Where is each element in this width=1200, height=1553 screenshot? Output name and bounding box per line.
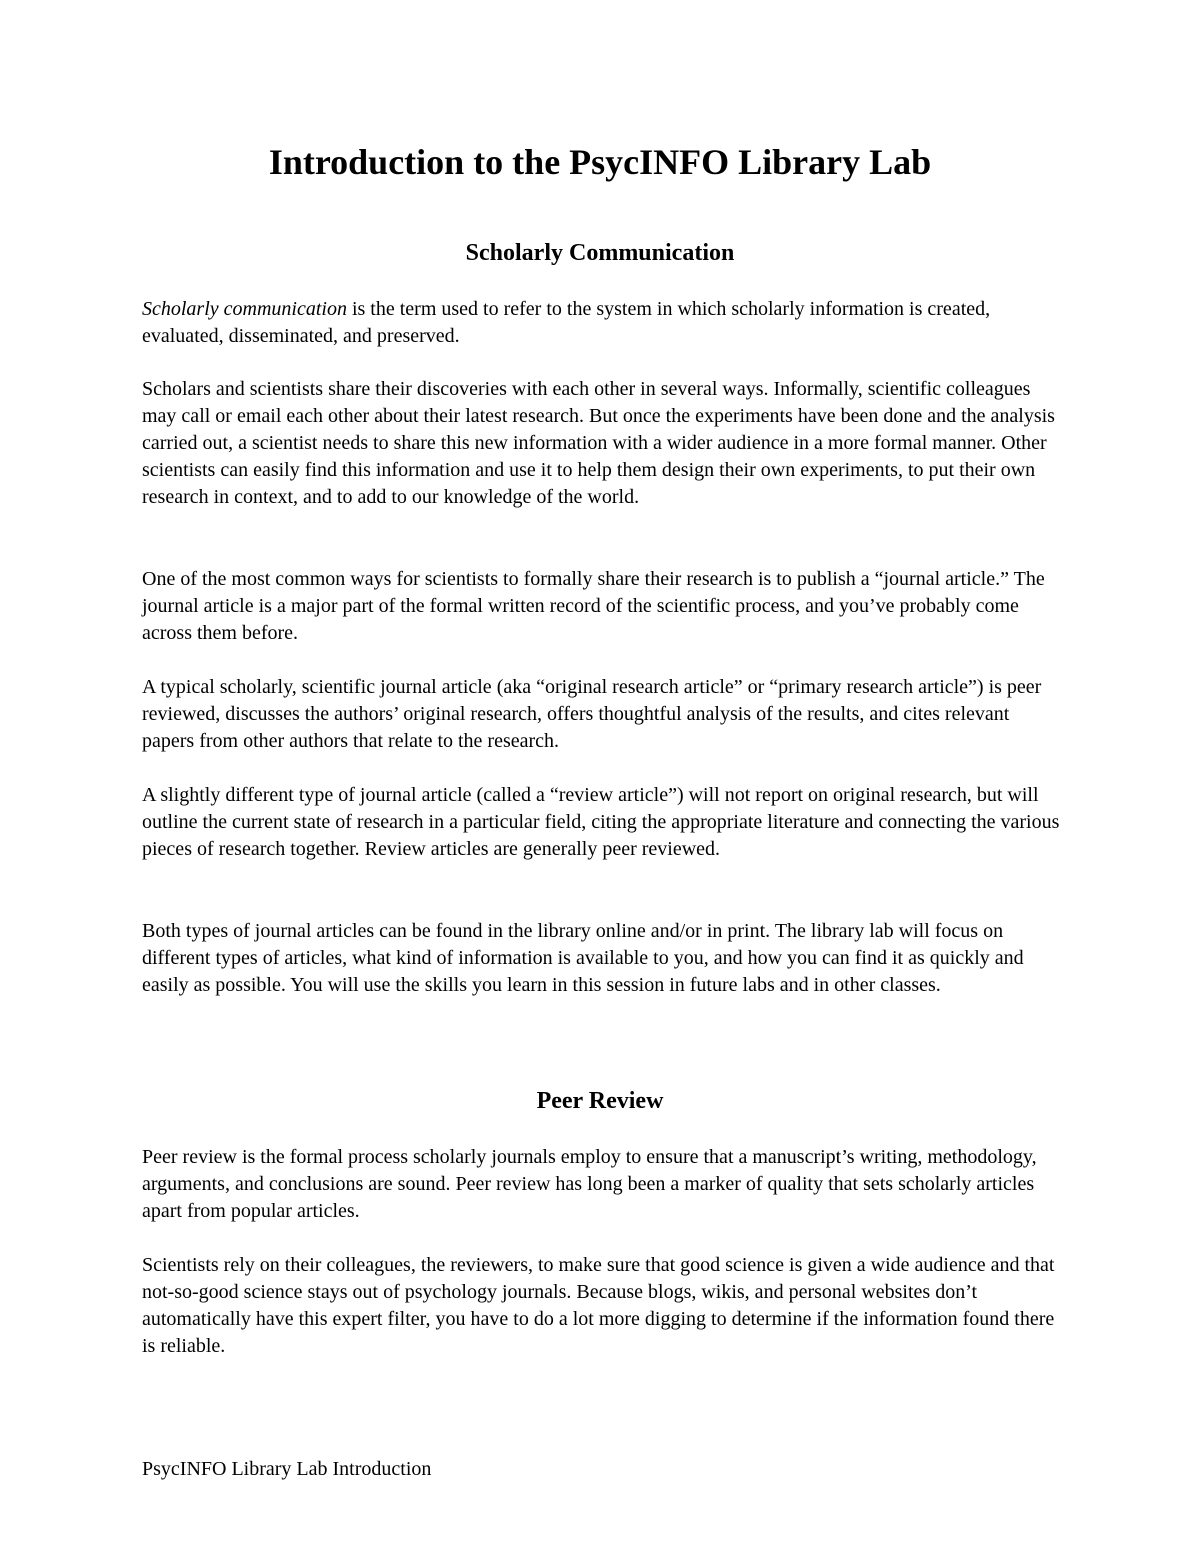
italic-term: Scholarly communication [142, 298, 347, 320]
section-heading-scholarly-communication: Scholarly Communication [465, 240, 735, 266]
paragraph-scientists-rely: Scientists rely on their colleagues, the reviewers, to make sure that good science is given a wide audience and that not-so-good science stays out of psychology journals. Because blogs, wikis, and personal websites don’t automatically have this expert filter, you have to do a lot more digging to determine if the information found there is reliable. [142, 1254, 1055, 1357]
page-footer: PsycINFO Library Lab Introduction [142, 1458, 432, 1480]
paragraph-peer-review-definition: Peer review is the formal process scholarly journals employ to ensure that a manuscript’s writing, methodology, arguments, and conclusions are sound. Peer review has long been a marker of quality that sets scholarly articles apart from popular articles. [142, 1146, 1037, 1222]
paragraph-review-article: A slightly different type of journal article (called a “review article”) will not report on original research, but will outline the current state of research in a particular field, citing the appropriate literature and connecting the various pieces of research together. Review articles are generally peer reviewed. [142, 784, 1060, 860]
paragraph-both-types: Both types of journal articles can be found in the library online and/or in print. The library lab will focus on different types of articles, what kind of information is available to you, and how you can find it as quickly and easily as possible. You will use the skills you learn in this session in future labs and in other classes. [142, 920, 1024, 996]
page-title: Introduction to the PsycINFO Library Lab [268, 142, 932, 182]
paragraph-sharing-discoveries: Scholars and scientists share their discoveries with each other in several ways. Informally, scientific colleagues may call or email each other about their latest research. But once the experiments have been done and the analysis carried out, a scientist needs to share this new information with a wider audience in a more formal manner. Other scientists can easily find this information and use it to help them design their own experiments, to put their own research in context, and to add to our knowledge of the world. [142, 378, 1055, 508]
section-heading-peer-review: Peer Review [536, 1088, 664, 1114]
paragraph-journal-article: One of the most common ways for scientists to formally share their research is to publish a “journal article.” The journal article is a major part of the formal written record of the scientific process, and you’ve probably come across them before. [142, 568, 1045, 644]
paragraph-scholarly-definition [142, 296, 1062, 350]
paragraph-text: is the term used to refer to the system in which scholarly information is created, evaluated, disseminated, and preserved. [142, 298, 991, 347]
paragraph-typical-article: A typical scholarly, scientific journal article (aka “original research article” or “primary research article”) is peer reviewed, discusses the authors’ original research, offers thoughtful analysis of the results, and cites relevant papers from other authors that relate to the research. [142, 676, 1042, 752]
